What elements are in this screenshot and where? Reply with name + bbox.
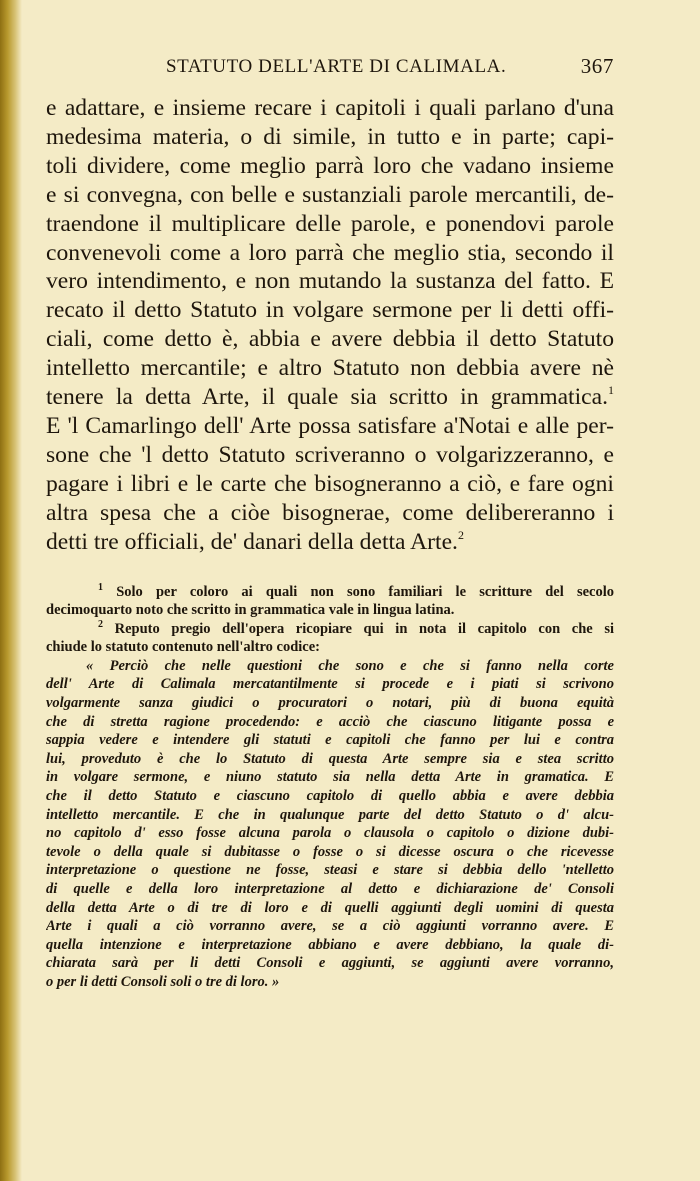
running-title: STATUTO DELL'ARTE DI CALIMALA. xyxy=(166,56,507,77)
quote-line: Arte i quali a ciò vorranno avere, se a ciò aggiunti vorranno avere. E xyxy=(46,918,614,935)
quote-line: quella intenzione e interpretazione abbiano e avere debbiano, la quale di- xyxy=(46,936,614,953)
footnote-line-text: Solo per coloro ai quali non sono familiari le scritture del secolo xyxy=(116,583,614,600)
text-line: vero intendimento, e non mutando la sustanza del fatto. E xyxy=(46,268,614,295)
text-line-content: detti tre officiali, de' danari della detta Arte. xyxy=(46,528,458,555)
text-line: ciali, come detto è, abbia e avere debbia il detto Statuto xyxy=(46,326,614,353)
text-line: altra spesa che a ciòe bisognerae, come delibereranno i xyxy=(46,499,614,526)
text-line: toli dividere, come meglio parrà loro che vadano insieme xyxy=(46,152,614,179)
quote-line: « Perciò che nelle questioni che sono e che si fanno nella corte xyxy=(86,657,614,674)
footnote-line xyxy=(46,583,614,602)
text-line-with-note xyxy=(46,528,614,557)
quoted-chapter xyxy=(46,657,614,992)
quote-line: che il detto Statuto e ciascuno capitolo di quello abbia e avere debbia xyxy=(46,788,614,805)
footnote-ref-1: 1 xyxy=(608,383,614,398)
footnote-ref-2: 2 xyxy=(457,527,464,542)
quote-line: no capitolo d' esso fosse alcuna parola o clausola o capitolo o dizione dubi- xyxy=(46,825,614,842)
quote-line: lui, proveduto è che lo Statuto di questa Arte sempre sia e stea scritto xyxy=(46,750,614,767)
text-line: traendone il multiplicare delle parole, e ponendovi parole xyxy=(46,210,614,237)
main-text xyxy=(46,94,614,557)
quote-line: chiarata sarà per li detti Consoli e aggiunti, se aggiunti avere vorranno, xyxy=(46,955,614,972)
text-line: e si convegna, con belle e sustanziali parole mercantili, de- xyxy=(46,181,614,208)
footnotes xyxy=(46,583,614,992)
quote-line: di quelle e della loro interpretazione al detto e dichiarazione de' Consoli xyxy=(46,881,614,897)
text-line-with-note xyxy=(46,383,614,412)
footnote-mark-1: 1 xyxy=(98,582,103,593)
quote-line: volgarmente sanza giudici o procuratori o notari, più di buona equità xyxy=(46,695,614,712)
text-line: sone che 'l detto Statuto scriveranno o volgarizzeranno, e xyxy=(46,441,614,468)
quote-line: in volgare sermone, e niuno statuto sia nella detta Arte in gramatica. E xyxy=(46,769,614,786)
footnote-line: chiude lo statuto contenuto nell'altro codice: xyxy=(46,639,321,656)
running-head xyxy=(46,56,614,86)
quote-line: interpretazione o questione ne fosse, steasi e stare si debbia dello 'ntelletto xyxy=(46,862,614,879)
book-spine-edge xyxy=(0,0,22,1181)
text-line: recato il detto Statuto in volgare sermone per li detti offi- xyxy=(46,297,614,324)
quote-line: che di stretta ragione procedendo: e acciò che ciascuno litigante possa e xyxy=(46,713,614,730)
text-line: E 'l Camarlingo dell' Arte possa satisfare a'Notai e alle per- xyxy=(46,412,614,439)
text-line: pagare i libri e le carte che bisogneranno a ciò, e fare ogni xyxy=(46,470,614,497)
text-line-content: tenere la detta Arte, il quale sia scritto in grammatica. xyxy=(46,384,608,411)
footnote-1 xyxy=(46,583,614,620)
footnote-mark-2: 2 xyxy=(98,619,103,630)
footnote-line xyxy=(46,620,614,639)
book-page xyxy=(46,56,614,992)
footnote-line-text: Reputo pregio dell'opera ricopiare qui in nota il capitolo con che si xyxy=(114,620,614,637)
quote-line: o per li detti Consoli soli o tre di loro. » xyxy=(46,973,280,990)
page-number: 367 xyxy=(580,54,614,78)
quote-line: tevole o della quale si dubitasse o fosse o si dicesse oscura o che ricevesse xyxy=(46,843,614,860)
text-line: convenevoli come a loro parrà che meglio stia, secondo il xyxy=(46,239,614,266)
footnote-line: decimoquarto noto che scritto in grammatica vale in lingua latina. xyxy=(46,602,455,619)
text-line: medesima materia, o di simile, in tutto e in parte; capi- xyxy=(46,123,614,150)
footnote-2 xyxy=(46,620,614,657)
quote-line: sappia vedere e intendere gli statuti e capitoli che fanno per lui e contra xyxy=(46,732,614,749)
quote-line: dell' Arte di Calimala mercatantilmente si procede e i piati si scrivono xyxy=(46,676,614,693)
text-line: e adattare, e insieme recare i capitoli i quali parlano d'una xyxy=(46,95,614,121)
quote-line: della detta Arte o di tre di loro e di quelli aggiunti degli uomini di questa xyxy=(46,899,614,916)
quote-line: intelletto mercantile. E che in qualunque parte del detto Statuto o d' alcu- xyxy=(46,806,614,823)
text-line: intelletto mercantile; e altro Statuto non debbia avere nè xyxy=(46,355,614,382)
